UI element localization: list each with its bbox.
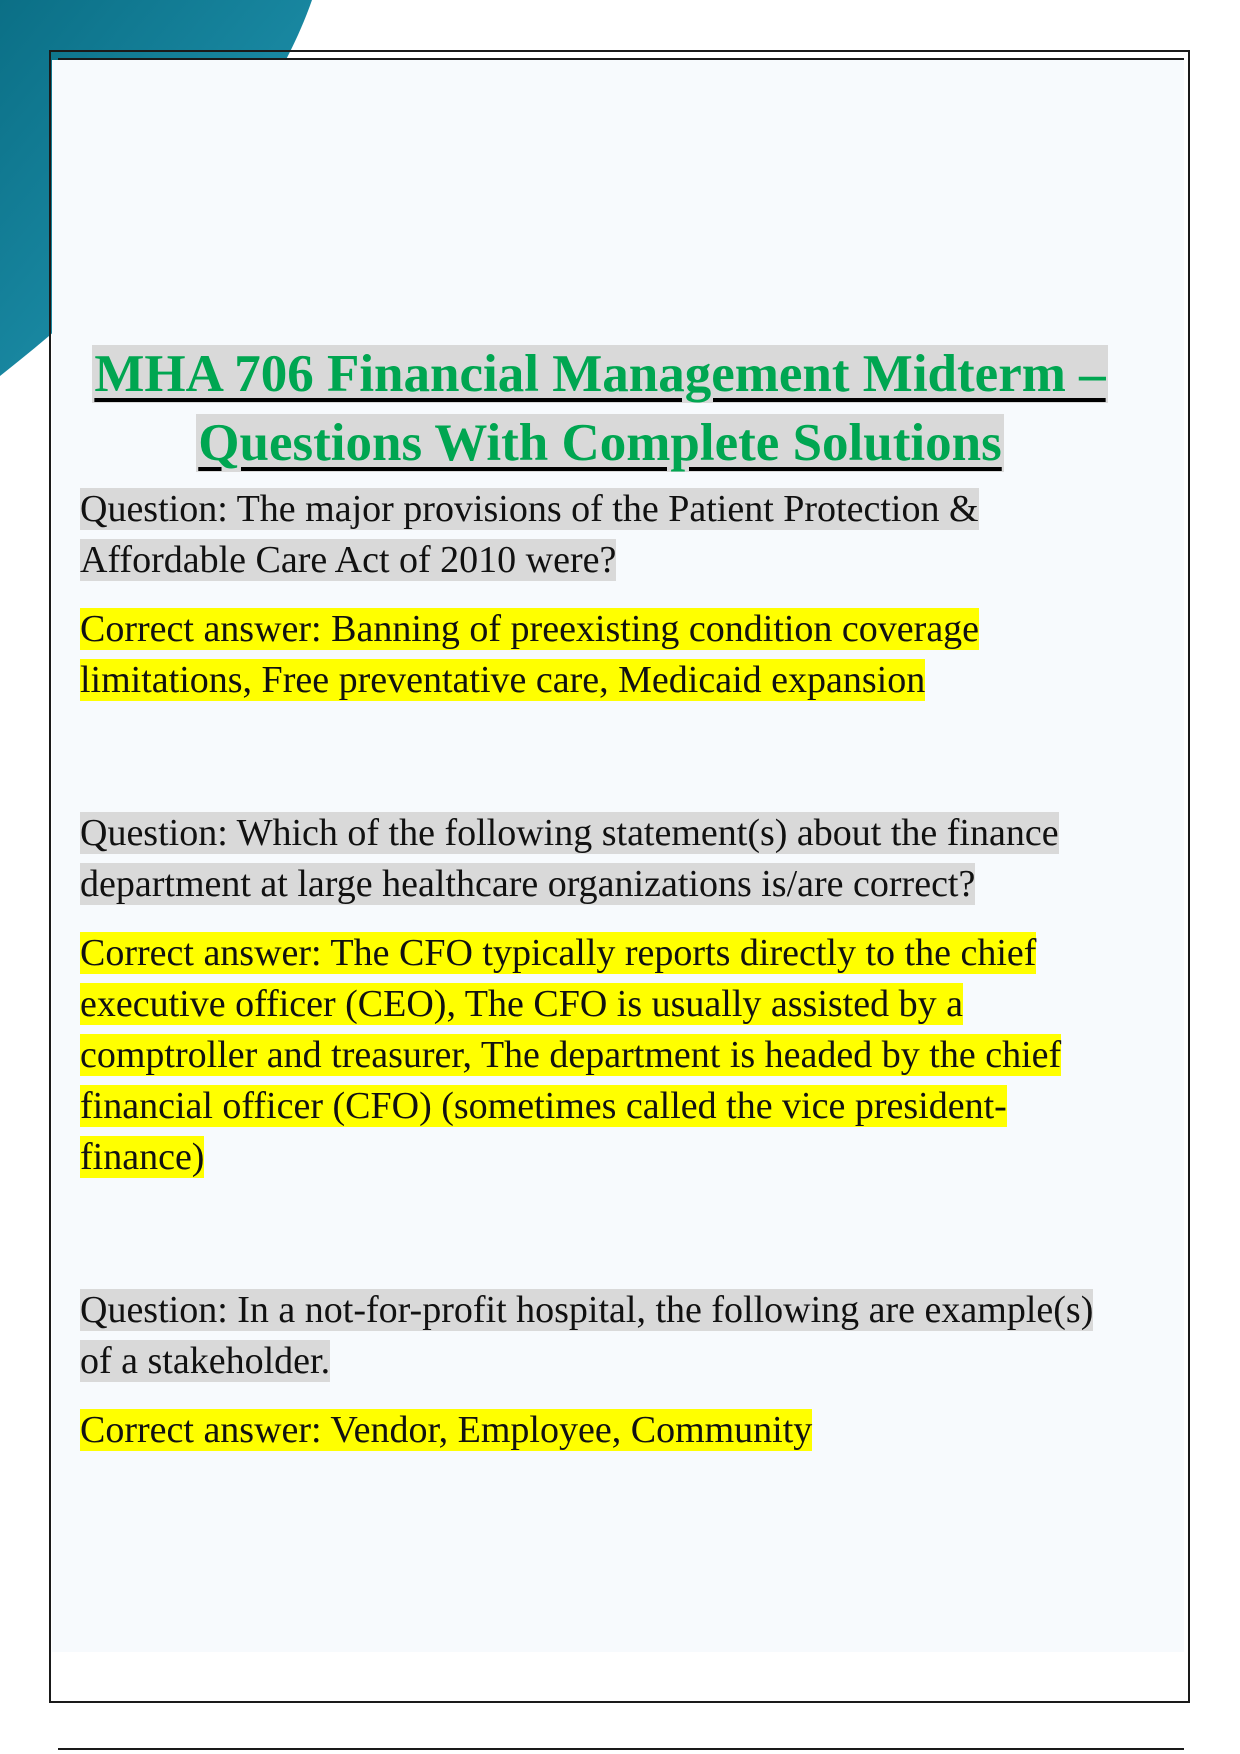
top-rule	[58, 58, 1184, 60]
answer-highlight: Correct answer: Banning of preexisting condition coverage limitations, Free preventative care, Medicaid expansion	[80, 608, 980, 701]
document-title	[80, 340, 1120, 478]
answer-text	[80, 1405, 1120, 1456]
spacer	[80, 1183, 1120, 1285]
answer-text	[80, 928, 1120, 1183]
answer-text	[80, 604, 1120, 706]
bottom-rule	[58, 1748, 1184, 1750]
qa-item	[80, 484, 1120, 706]
question-text	[80, 484, 1120, 586]
answer-highlight: Correct answer: Vendor, Employee, Community	[80, 1409, 813, 1451]
question-text	[80, 808, 1120, 910]
document-title-text: MHA 706 Financial Management Midterm – Questions With Complete Solutions	[94, 345, 1106, 472]
question-highlight: Question: In a not-for-profit hospital, the following are example(s) of a stakeholder.	[80, 1289, 1094, 1382]
document-body	[80, 340, 1120, 1456]
answer-highlight: Correct answer: The CFO typically reports directly to the chief executive officer (CEO), The CFO is usually assisted by a comptroller and treasurer, The department is headed by the chief financial officer (CFO) (sometimes called the vice president-finance)	[80, 932, 1062, 1178]
question-highlight: Question: The major provisions of the Patient Protection & Affordable Care Act of 2010 were?	[80, 488, 979, 581]
qa-item	[80, 1285, 1120, 1456]
question-text	[80, 1285, 1120, 1387]
question-highlight: Question: Which of the following statement(s) about the finance department at large healthcare organizations is/are correct?	[80, 812, 1059, 905]
qa-item	[80, 808, 1120, 1183]
spacer	[80, 706, 1120, 808]
